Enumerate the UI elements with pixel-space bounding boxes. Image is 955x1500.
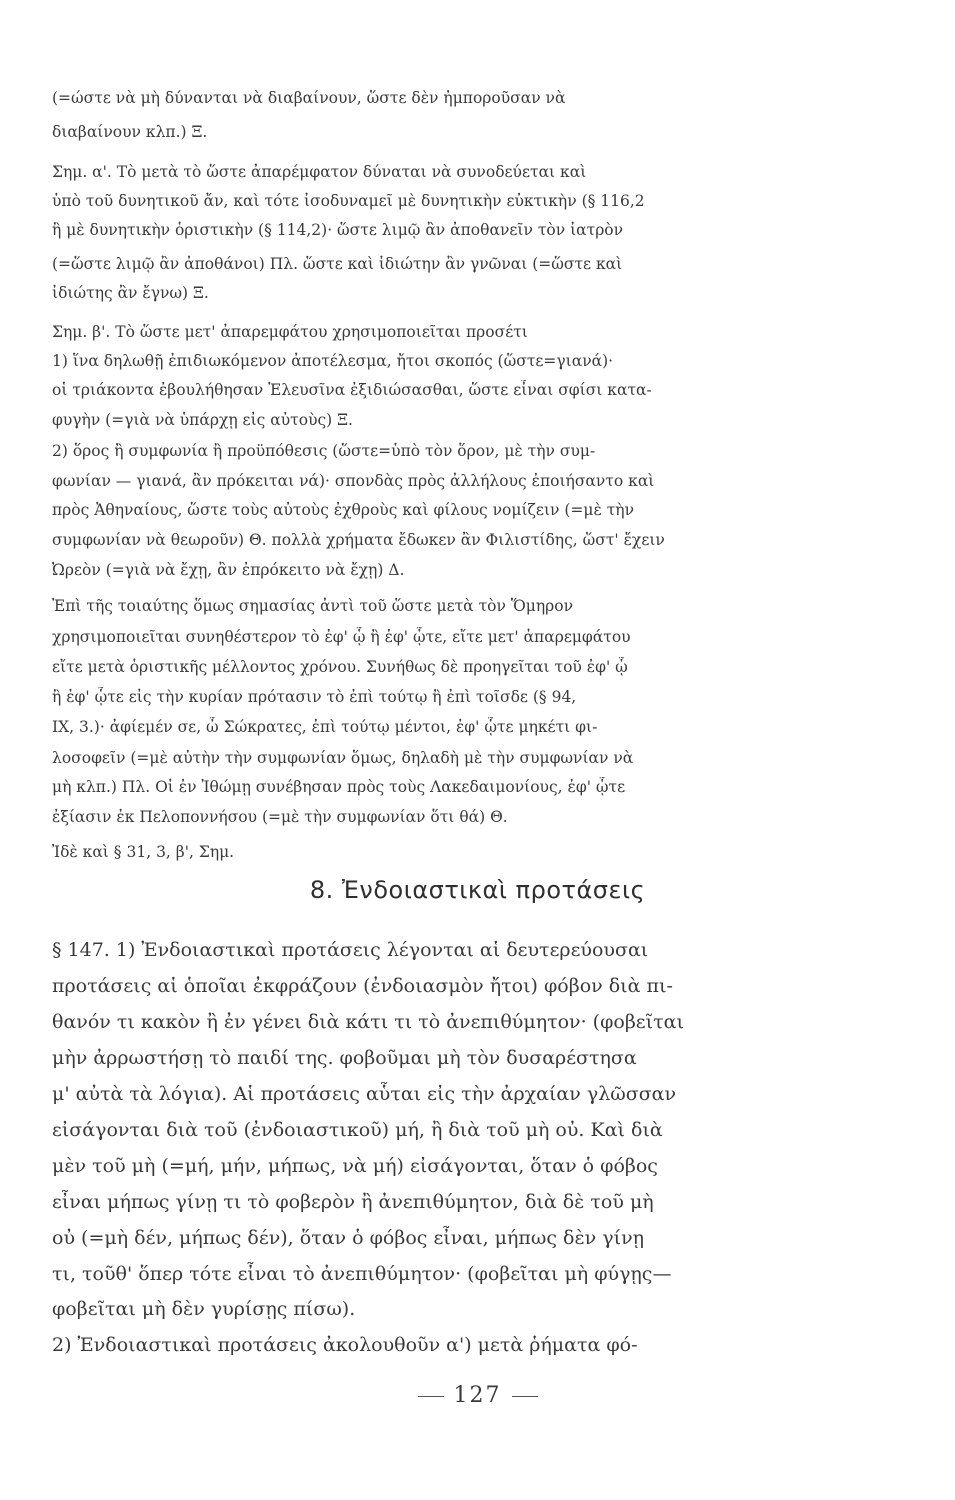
text-line: ἢ μὲ δυνητικὴν ὁριστικὴν (§ 114,2)· ὥστε λιμῷ ἂν ἀποθανεῖν τὸν ἰατρὸν (52, 221, 624, 239)
text-line: Σημ. β'. Τὸ ὥστε μετ' ἀπαρεμφάτου χρησιμοποιεῖται προσέτι (52, 323, 528, 341)
text-line: § 147. 1) Ἐνδοιαστικαὶ προτάσεις λέγονται αἱ δευτερεύουσαι (52, 939, 649, 961)
text-line: εἰσάγονται διὰ τοῦ (ἐνδοιαστικοῦ) μή, ἢ διὰ τοῦ μὴ οὐ. Καὶ διὰ (52, 1119, 663, 1141)
page-number-dash-right (512, 1396, 538, 1397)
text-line: ἢ ἐφ' ᾧτε εἰς τὴν κυρίαν πρότασιν τὸ ἐπὶ τούτῳ ἢ ἐπὶ τοῖσδε (§ 94, (52, 688, 577, 706)
text-line: λοσοφεῖν (=μὲ αὐτὴν τὴν συμφωνίαν ὅμως, δηλαδὴ μὲ τὴν συμφωνίαν νὰ (52, 749, 634, 767)
text-line: μὲν τοῦ μὴ (=μή, μήν, μήπως, νὰ μή) εἰσάγονται, ὅταν ὁ φόβος (52, 1155, 658, 1177)
text-line: Ἐπὶ τῆς τοιαύτης ὅμως σημασίας ἀντὶ τοῦ ὥστε μετὰ τὸν Ὅμηρον (52, 597, 573, 615)
text-line: 2) Ἐνδοιαστικαὶ προτάσεις ἀκολουθοῦν α') μετὰ ῥήματα φό- (52, 1334, 638, 1356)
text-line: φυγὴν (=γιὰ νὰ ὑπάρχῃ εἰς αὐτοὺς) Ξ. (52, 411, 353, 429)
text-line: Ἰδὲ καὶ § 31, 3, β', Σημ. (52, 843, 235, 861)
text-line: (=ώστε νὰ μὴ δύνανται νὰ διαβαίνουν, ὥστε δὲν ἠμποροῦσαν νὰ (52, 89, 566, 107)
section-heading: 8. Ἐνδοιαστικαὶ προτάσεις (309, 876, 646, 904)
text-line: (=ὥστε λιμῷ ἂν ἀποθάνοι) Πλ. ὥστε καὶ ἰδιώτην ἂν γνῶναι (=ὥστε καὶ (52, 255, 623, 273)
text-line: 1) ἵνα δηλωθῇ ἐπιδιωκόμενον ἀποτέλεσμα, ἤτοι σκοπός (ὥστε=γιανά)· (52, 352, 614, 370)
page-number-value: 127 (453, 1383, 502, 1408)
page-number-dash-left (418, 1396, 444, 1397)
text-line: ὑπὸ τοῦ δυνητικοῦ ἄν, καὶ τότε ἰσοδυναμεῖ μὲ δυνητικὴν εὐκτικὴν (§ 116,2 (52, 192, 645, 210)
text-line: μ' αὐτὰ τὰ λόγια). Αἱ προτάσεις αὗται εἰς τὴν ἀρχαίαν γλῶσσαν (52, 1083, 677, 1105)
text-line: θανόν τι κακὸν ἢ ἐν γένει διὰ κάτι τι τὸ ἀνεπιθύμητον· (φοβεῖται (52, 1011, 684, 1033)
text-line: φωνίαν — γιανά, ἂν πρόκειται νά)· σπονδὰς πρὸς ἀλλήλους ἐποιήσαντο καὶ (52, 472, 655, 490)
text-line: φοβεῖται μὴ δὲν γυρίσῃς πίσω). (52, 1298, 356, 1320)
text-line: Σημ. α'. Τὸ μετὰ τὸ ὥστε ἀπαρέμφατον δύναται νὰ συνοδεύεται καὶ (52, 163, 587, 181)
text-line: μὴν ἀρρωστήσῃ τὸ παιδί της. φοβοῦμαι μὴ τὸν δυσαρέστησα (52, 1047, 637, 1069)
text-line: οὐ (=μὴ δέν, μήπως δέν), ὅταν ὁ φόβος εἶναι, μήπως δὲν γίνῃ (52, 1227, 645, 1249)
text-line: ἰδιώτης ἂν ἔγνω) Ξ. (52, 284, 209, 302)
text-line: συμφωνίαν νὰ θεωροῦν) Θ. πολλὰ χρήματα ἔδωκεν ἂν Φιλιστίδης, ὥστ' ἔχειν (52, 531, 665, 549)
text-line: ἐξίασιν ἐκ Πελοποννήσου (=μὲ τὴν συμφωνίαν ὅτι θά) Θ. (52, 808, 508, 826)
text-line: Ὠρεὸν (=γιὰ νὰ ἔχῃ, ἂν ἐπρόκειτο νὰ ἔχῃ) Δ. (52, 561, 405, 579)
text-line: πρὸς Ἀθηναίους, ὥστε τοὺς αὐτοὺς ἐχθροὺς καὶ φίλους νομίζειν (=μὲ τὴν (52, 501, 635, 519)
text-line: διαβαίνουν κλπ.) Ξ. (52, 123, 208, 141)
text-line: 2) ὅρος ἢ συμφωνία ἢ προϋπόθεσις (ὥστε=ὑπὸ τὸν ὅρον, μὲ τὴν συμ- (52, 442, 596, 460)
text-line: μὴ κλπ.) Πλ. Οἱ ἐν Ἰθώμῃ συνέβησαν πρὸς τοὺς Λακεδαιμονίους, ἐφ' ᾧτε (52, 778, 626, 796)
text-line: εἴτε μετὰ ὁριστικῆς μέλλοντος χρόνου. Συνήθως δὲ προηγεῖται τοῦ ἐφ' ᾧ (52, 658, 628, 676)
text-line: IX, 3.)· ἀφίεμέν σε, ὦ Σώκρατες, ἐπὶ τούτῳ μέντοι, ἐφ' ᾧτε μηκέτι φι- (52, 718, 598, 736)
text-line: χρησιμοποιεῖται συνηθέστερον τὸ ἐφ' ᾧ ἢ ἐφ' ᾧτε, εἴτε μετ' ἀπαρεμφάτου (52, 628, 631, 646)
text-line: οἱ τριάκοντα ἐβουλήθησαν Ἐλευσῖνα ἐξιδιώσασθαι, ὥστε εἶναι σφίσι κατα- (52, 381, 652, 399)
text-line: προτάσεις αἱ ὁποῖαι ἐκφράζουν (ἐνδοιασμὸν ἤτοι) φόβον διὰ πι- (52, 975, 673, 997)
page-number (0, 1383, 955, 1408)
text-line: τι, τοῦθ' ὅπερ τότε εἶναι τὸ ἀνεπιθύμητον· (φοβεῖται μὴ φύγῃς— (52, 1263, 672, 1285)
text-line: εἶναι μήπως γίνῃ τι τὸ φοβερὸν ἢ ἀνεπιθύμητον, διὰ δὲ τοῦ μὴ (52, 1191, 654, 1213)
